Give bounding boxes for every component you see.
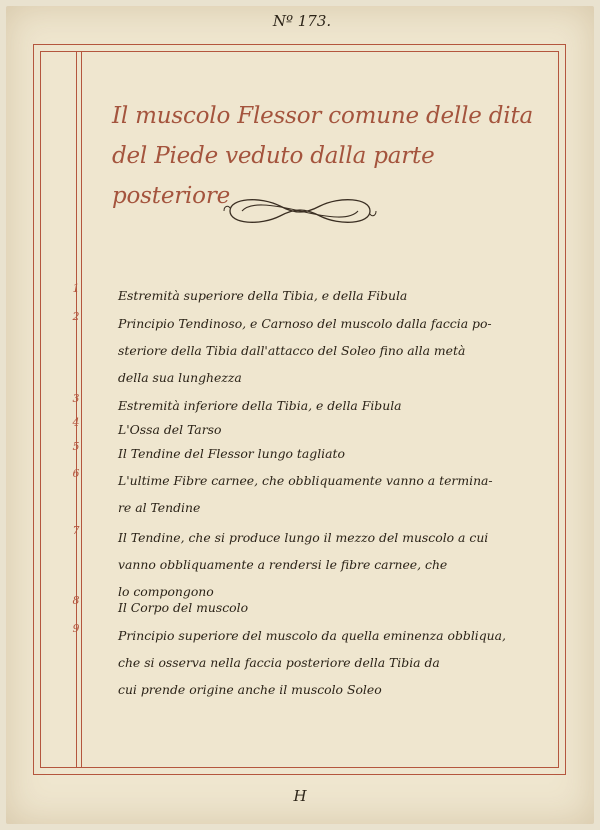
item-number: 5 xyxy=(72,440,80,453)
item-number: 1 xyxy=(72,282,80,295)
item-number: 7 xyxy=(72,524,80,537)
item-text: L'Ossa del Tarso xyxy=(118,422,222,437)
folio-number: Nº 173. xyxy=(272,12,332,30)
margin-rule xyxy=(76,51,77,767)
item-number: 8 xyxy=(72,594,80,607)
item-text: Il Corpo del muscolo xyxy=(118,600,249,615)
item-text: Estremità superiore della Tibia, e della Fibula xyxy=(118,288,408,303)
margin-rule-inner xyxy=(81,51,82,767)
item-text: Estremità inferiore della Tibia, e della Fibula xyxy=(118,398,402,413)
signature-mark: H xyxy=(293,787,307,805)
item-number: 3 xyxy=(72,392,80,405)
calligraphic-flourish-icon xyxy=(220,188,380,234)
page-title: Il muscolo Flessor comune delle dita del Piede veduto dalla parte posteriore xyxy=(112,103,533,209)
item-text: Il Tendine del Flessor lungo tagliato xyxy=(118,446,345,461)
item-number: 9 xyxy=(72,622,80,635)
item-number: 4 xyxy=(72,416,80,429)
item-text: Principio superiore del muscolo da quella eminenza obbliqua, che si osserva nella faccia posteriore della Tibia da cui prende origine anche il muscolo Soleo xyxy=(118,628,506,697)
item-text: Il Tendine, che si produce lungo il mezzo del muscolo a cui vanno obbliquamente a rendersi le fibre carnee, che lo compongono xyxy=(118,530,489,599)
item-number: 2 xyxy=(72,310,80,323)
item-text: L'ultime Fibre carnee, che obbliquamente vanno a termina- re al Tendine xyxy=(118,473,493,515)
item-number: 6 xyxy=(72,467,80,480)
item-text: Principio Tendinoso, e Carnoso del muscolo dalla faccia po- steriore della Tibia dall'attacco del Soleo fino alla metà della sua lunghezza xyxy=(118,316,492,385)
